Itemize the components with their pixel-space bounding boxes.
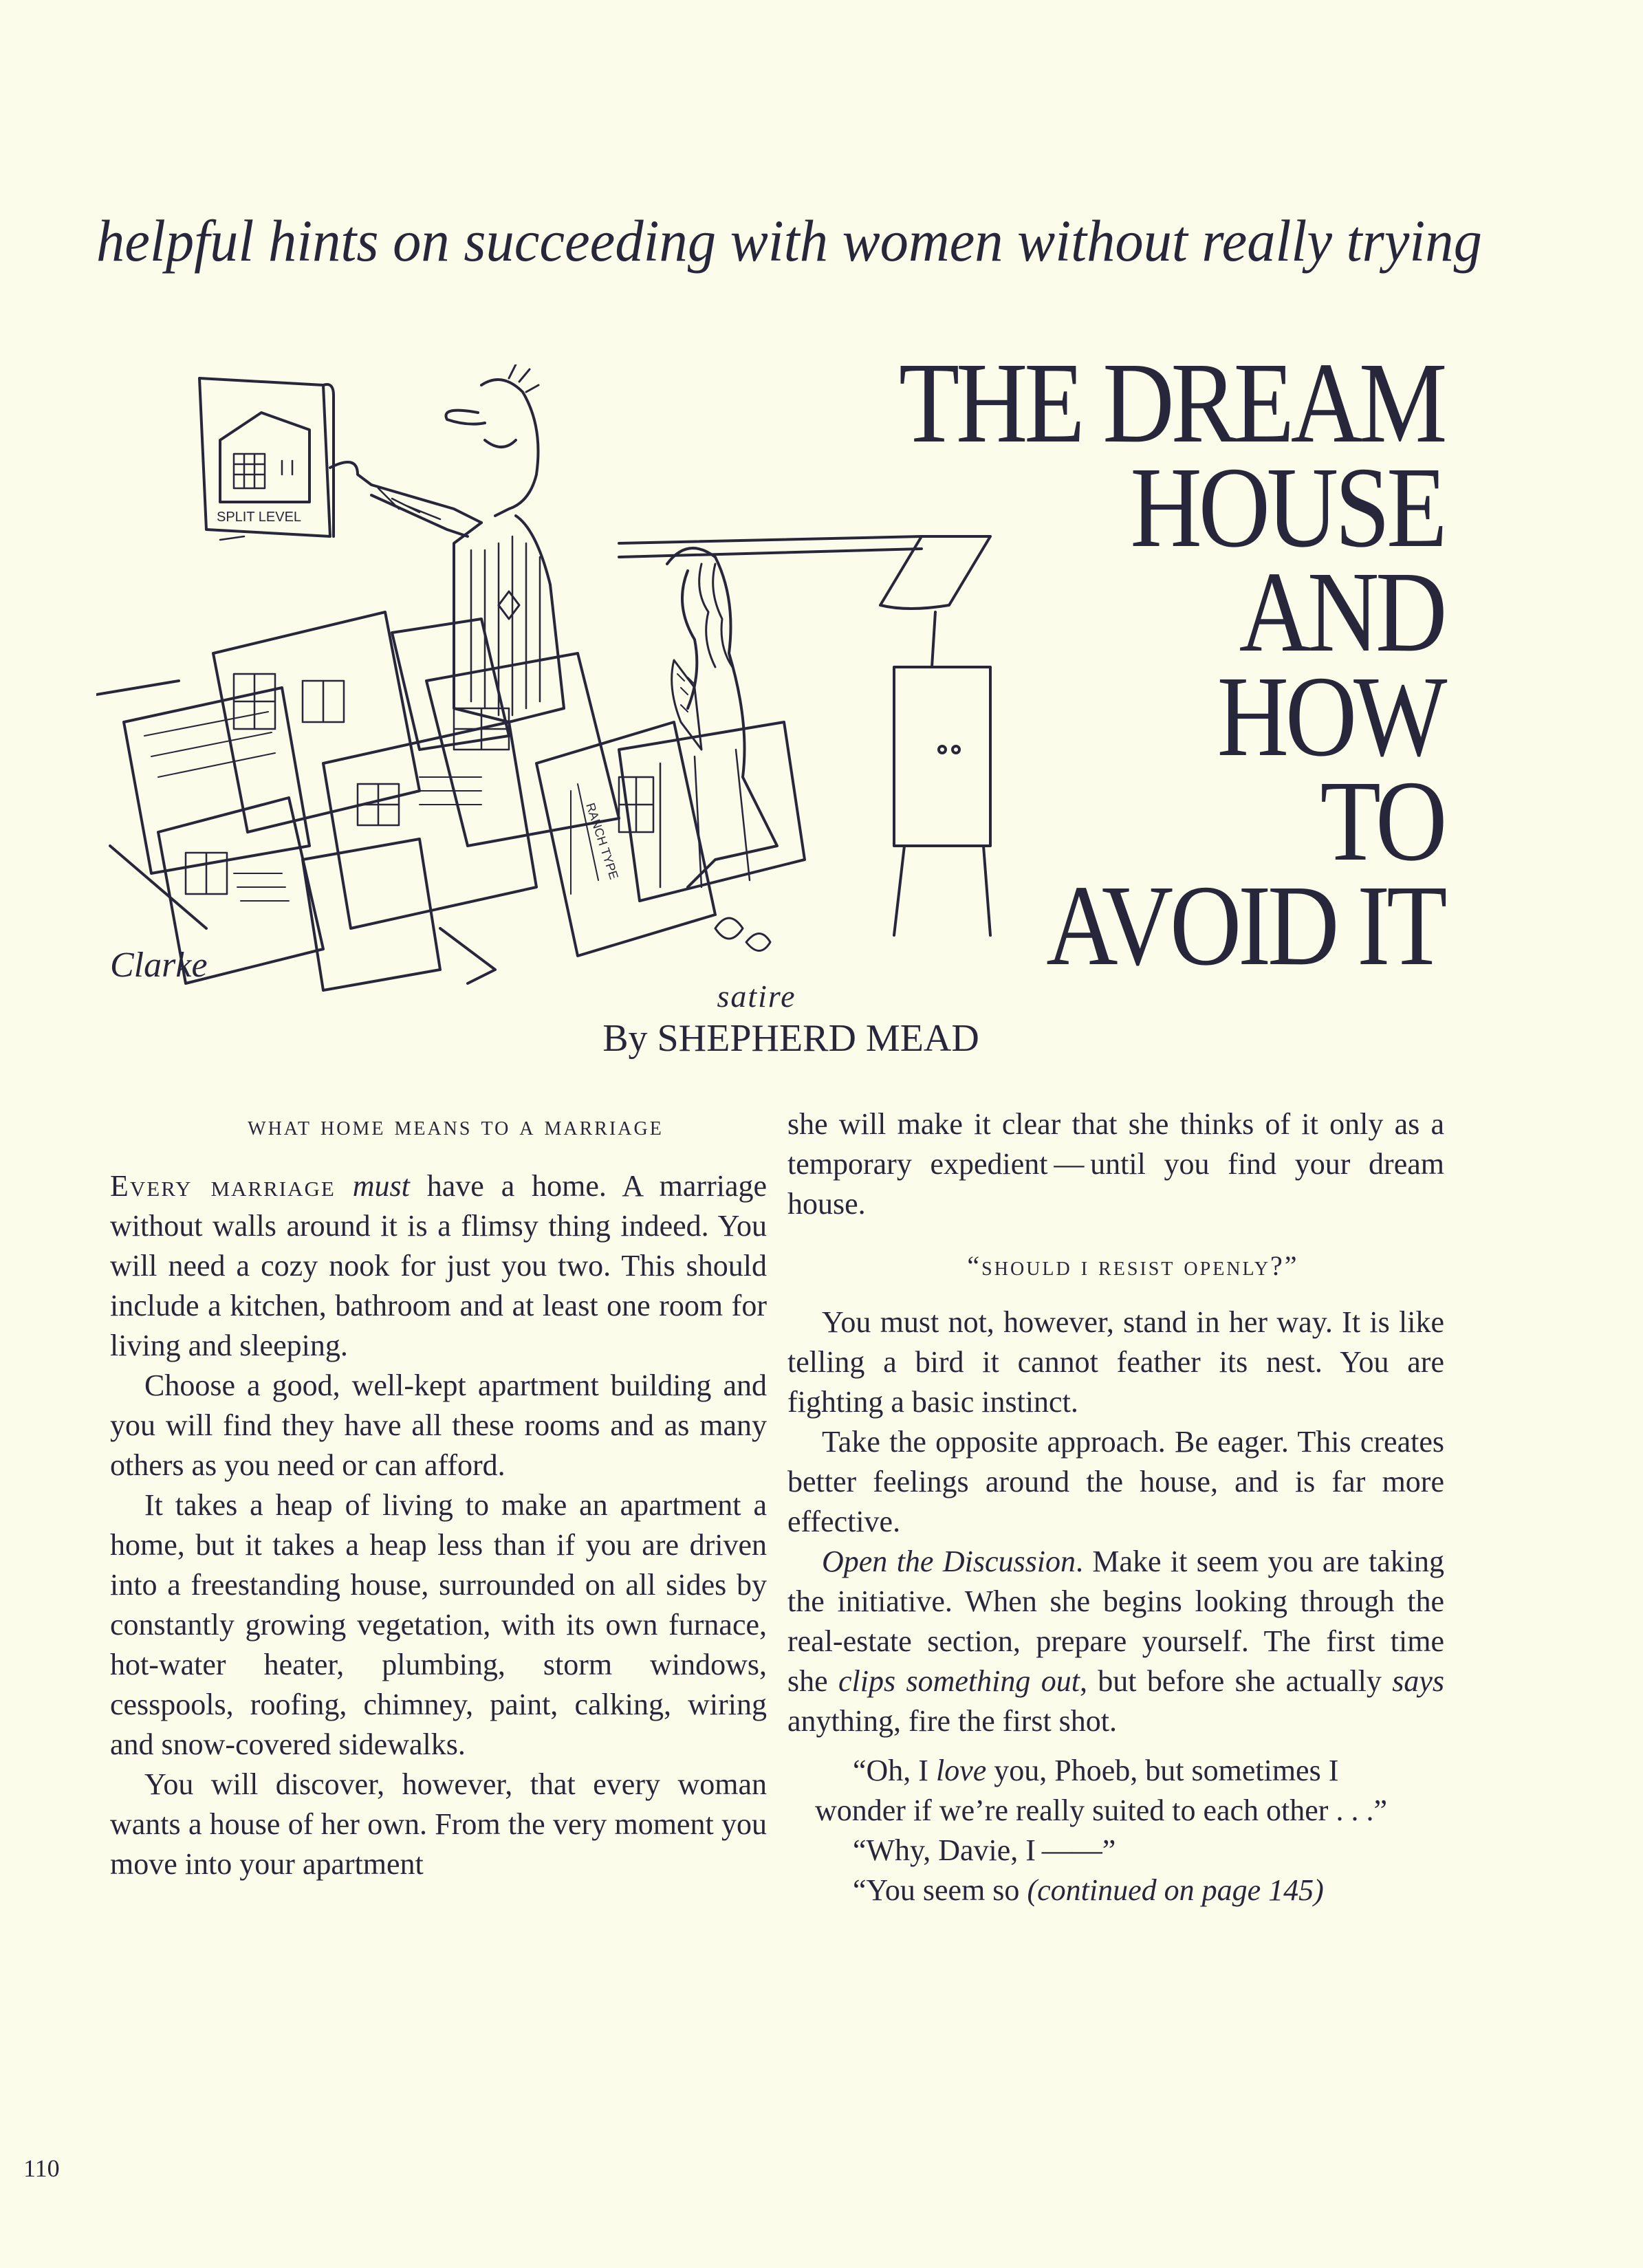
title-line: AND	[1239, 548, 1444, 676]
dialogue	[787, 1871, 1444, 1910]
paragraph	[110, 1166, 767, 1366]
title-line: HOUSE	[1130, 444, 1444, 571]
lead-in: Every marriage	[110, 1169, 336, 1203]
left-column	[110, 1100, 767, 1884]
emphasis: must	[352, 1169, 410, 1203]
title-line: TO	[1320, 757, 1444, 885]
paragraph: she will make it clear that she thinks of it only as a temporary expedient — until you find your dream house.	[787, 1107, 1444, 1221]
page-number: 110	[23, 2155, 60, 2182]
dialogue: “Why, Davie, I ——”	[853, 1833, 1116, 1867]
emphasis: love	[935, 1754, 987, 1787]
title-line: AVOID IT	[1045, 862, 1444, 990]
section-subhead: “should i resist openly?”	[967, 1250, 1299, 1281]
emphasis: Open the Discussion	[822, 1545, 1076, 1578]
emphasis: says	[1392, 1664, 1444, 1698]
paragraph-text: have a home. A marriage without walls around it is a flimsy thing indeed. You will need a cozy nook for just you two. This should include a kitchen, bathroom and at least one room for living and sleeping.	[110, 1169, 768, 1362]
paragraph-text: , but before she actually	[1079, 1664, 1393, 1698]
section-subhead: what home means to a marriage	[248, 1110, 664, 1141]
paragraph: Take the opposite approach. Be eager. This creates better feelings around the house, and is far more effective.	[787, 1425, 1444, 1538]
dialogue	[787, 1751, 1444, 1831]
paragraph: Choose a good, well-kept apartment building and you will find they have all these rooms and as many others as you need or can afford.	[110, 1369, 767, 1482]
ranch-type-label: RANCH TYPE	[583, 801, 621, 882]
cartoon-illustration	[96, 364, 1004, 1004]
author-byline: By SHEPHERD MEAD	[602, 1017, 979, 1060]
artist-signature: Clarke	[110, 946, 208, 985]
dialogue-text: you, Phoeb, but sometimes I wonder if we’re really suited to each other . . .”	[815, 1754, 1387, 1827]
paragraph: You must not, however, stand in her way. It is like telling a bird it cannot feather its nest. You are fighting a basic instinct.	[787, 1305, 1444, 1419]
right-column	[787, 1104, 1444, 1910]
paragraph	[787, 1542, 1444, 1741]
paragraph: It takes a heap of living to make an apartment a home, but it takes a heap less than if you are driven into a freestanding house, surrounded on all sides by constantly growing vegetation, with its own furnace, hot-water heater, plumbing, storm windows, cesspools, roofing, chimney, paint, calking, wiring and snow-covered sidewalks.	[110, 1488, 767, 1761]
title-line: HOW	[1217, 653, 1444, 781]
paragraph-text: anything, fire the first shot.	[787, 1704, 1118, 1738]
brochure-label: SPLIT LEVEL	[217, 510, 302, 525]
title-line: THE DREAM	[898, 339, 1444, 467]
paragraph: You will discover, however, that every woman wants a house of her own. From the very moment you move into your apartment	[110, 1767, 767, 1881]
series-kicker: helpful hints on succeeding with women without really trying	[96, 208, 1482, 274]
dialogue-text: “You seem so	[853, 1873, 1027, 1907]
continued-link: (continued on page 145)	[1027, 1873, 1324, 1907]
dialogue-text: “Oh, I	[853, 1754, 936, 1787]
emphasis: clips something out	[838, 1664, 1080, 1698]
paragraph-text: . Make it seem you are taking the initiative. When she begins looking through the real-estate section, prepare yourself. The first time she	[787, 1545, 1444, 1698]
genre-label: satire	[717, 979, 796, 1014]
